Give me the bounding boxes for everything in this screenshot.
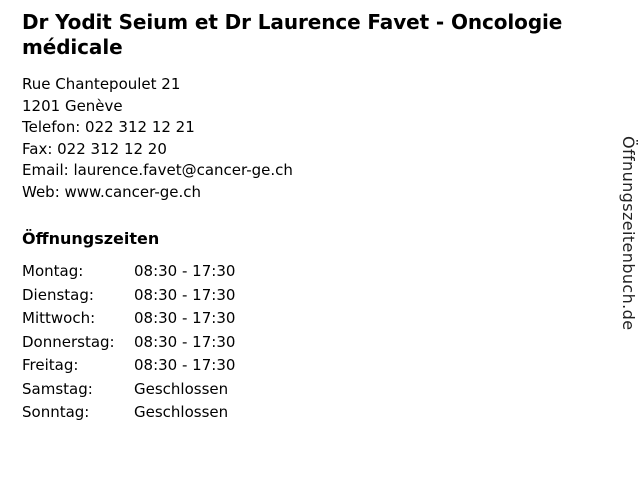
- table-row: [22, 284, 235, 308]
- table-row: [22, 401, 235, 425]
- table-row: [22, 307, 235, 331]
- time-value: 08:30 - 17:30: [134, 262, 236, 280]
- page-title: Dr Yodit Seium et Dr Laurence Favet - Oncologie médicale: [22, 10, 563, 59]
- day-label: Freitag:: [22, 356, 79, 374]
- table-row: [22, 354, 235, 378]
- day-label: Dienstag:: [22, 285, 94, 304]
- opening-hours-heading: Öffnungszeiten: [22, 229, 160, 248]
- opening-hours-table: [22, 260, 235, 425]
- phone-line: Telefon: 022 312 12 21: [22, 118, 195, 136]
- day-label: Mittwoch:: [22, 309, 96, 327]
- fax-line: Fax: 022 312 12 20: [22, 139, 167, 158]
- address-city: 1201 Genève: [22, 96, 123, 115]
- table-row: [22, 260, 235, 284]
- day-label: Sonntag:: [22, 403, 90, 421]
- time-value: 08:30 - 17:30: [134, 356, 236, 374]
- business-info-block: [22, 10, 600, 425]
- time-value: 08:30 - 17:30: [134, 309, 236, 327]
- time-value: Geschlossen: [134, 403, 229, 421]
- address-street: Rue Chantepoulet 21: [22, 75, 181, 93]
- time-value: 08:30 - 17:30: [134, 285, 236, 304]
- table-row: [22, 378, 235, 402]
- table-row: [22, 331, 235, 355]
- watermark-label: Öffnungszeitenbuch.de: [619, 136, 638, 331]
- day-label: Montag:: [22, 262, 84, 280]
- day-label: Samstag:: [22, 379, 93, 398]
- time-value: 08:30 - 17:30: [134, 332, 236, 351]
- day-label: Donnerstag:: [22, 332, 115, 351]
- email-line: Email: laurence.favet@cancer-ge.ch: [22, 161, 293, 179]
- web-line: Web: www.cancer-ge.ch: [22, 182, 202, 201]
- time-value: Geschlossen: [134, 379, 229, 398]
